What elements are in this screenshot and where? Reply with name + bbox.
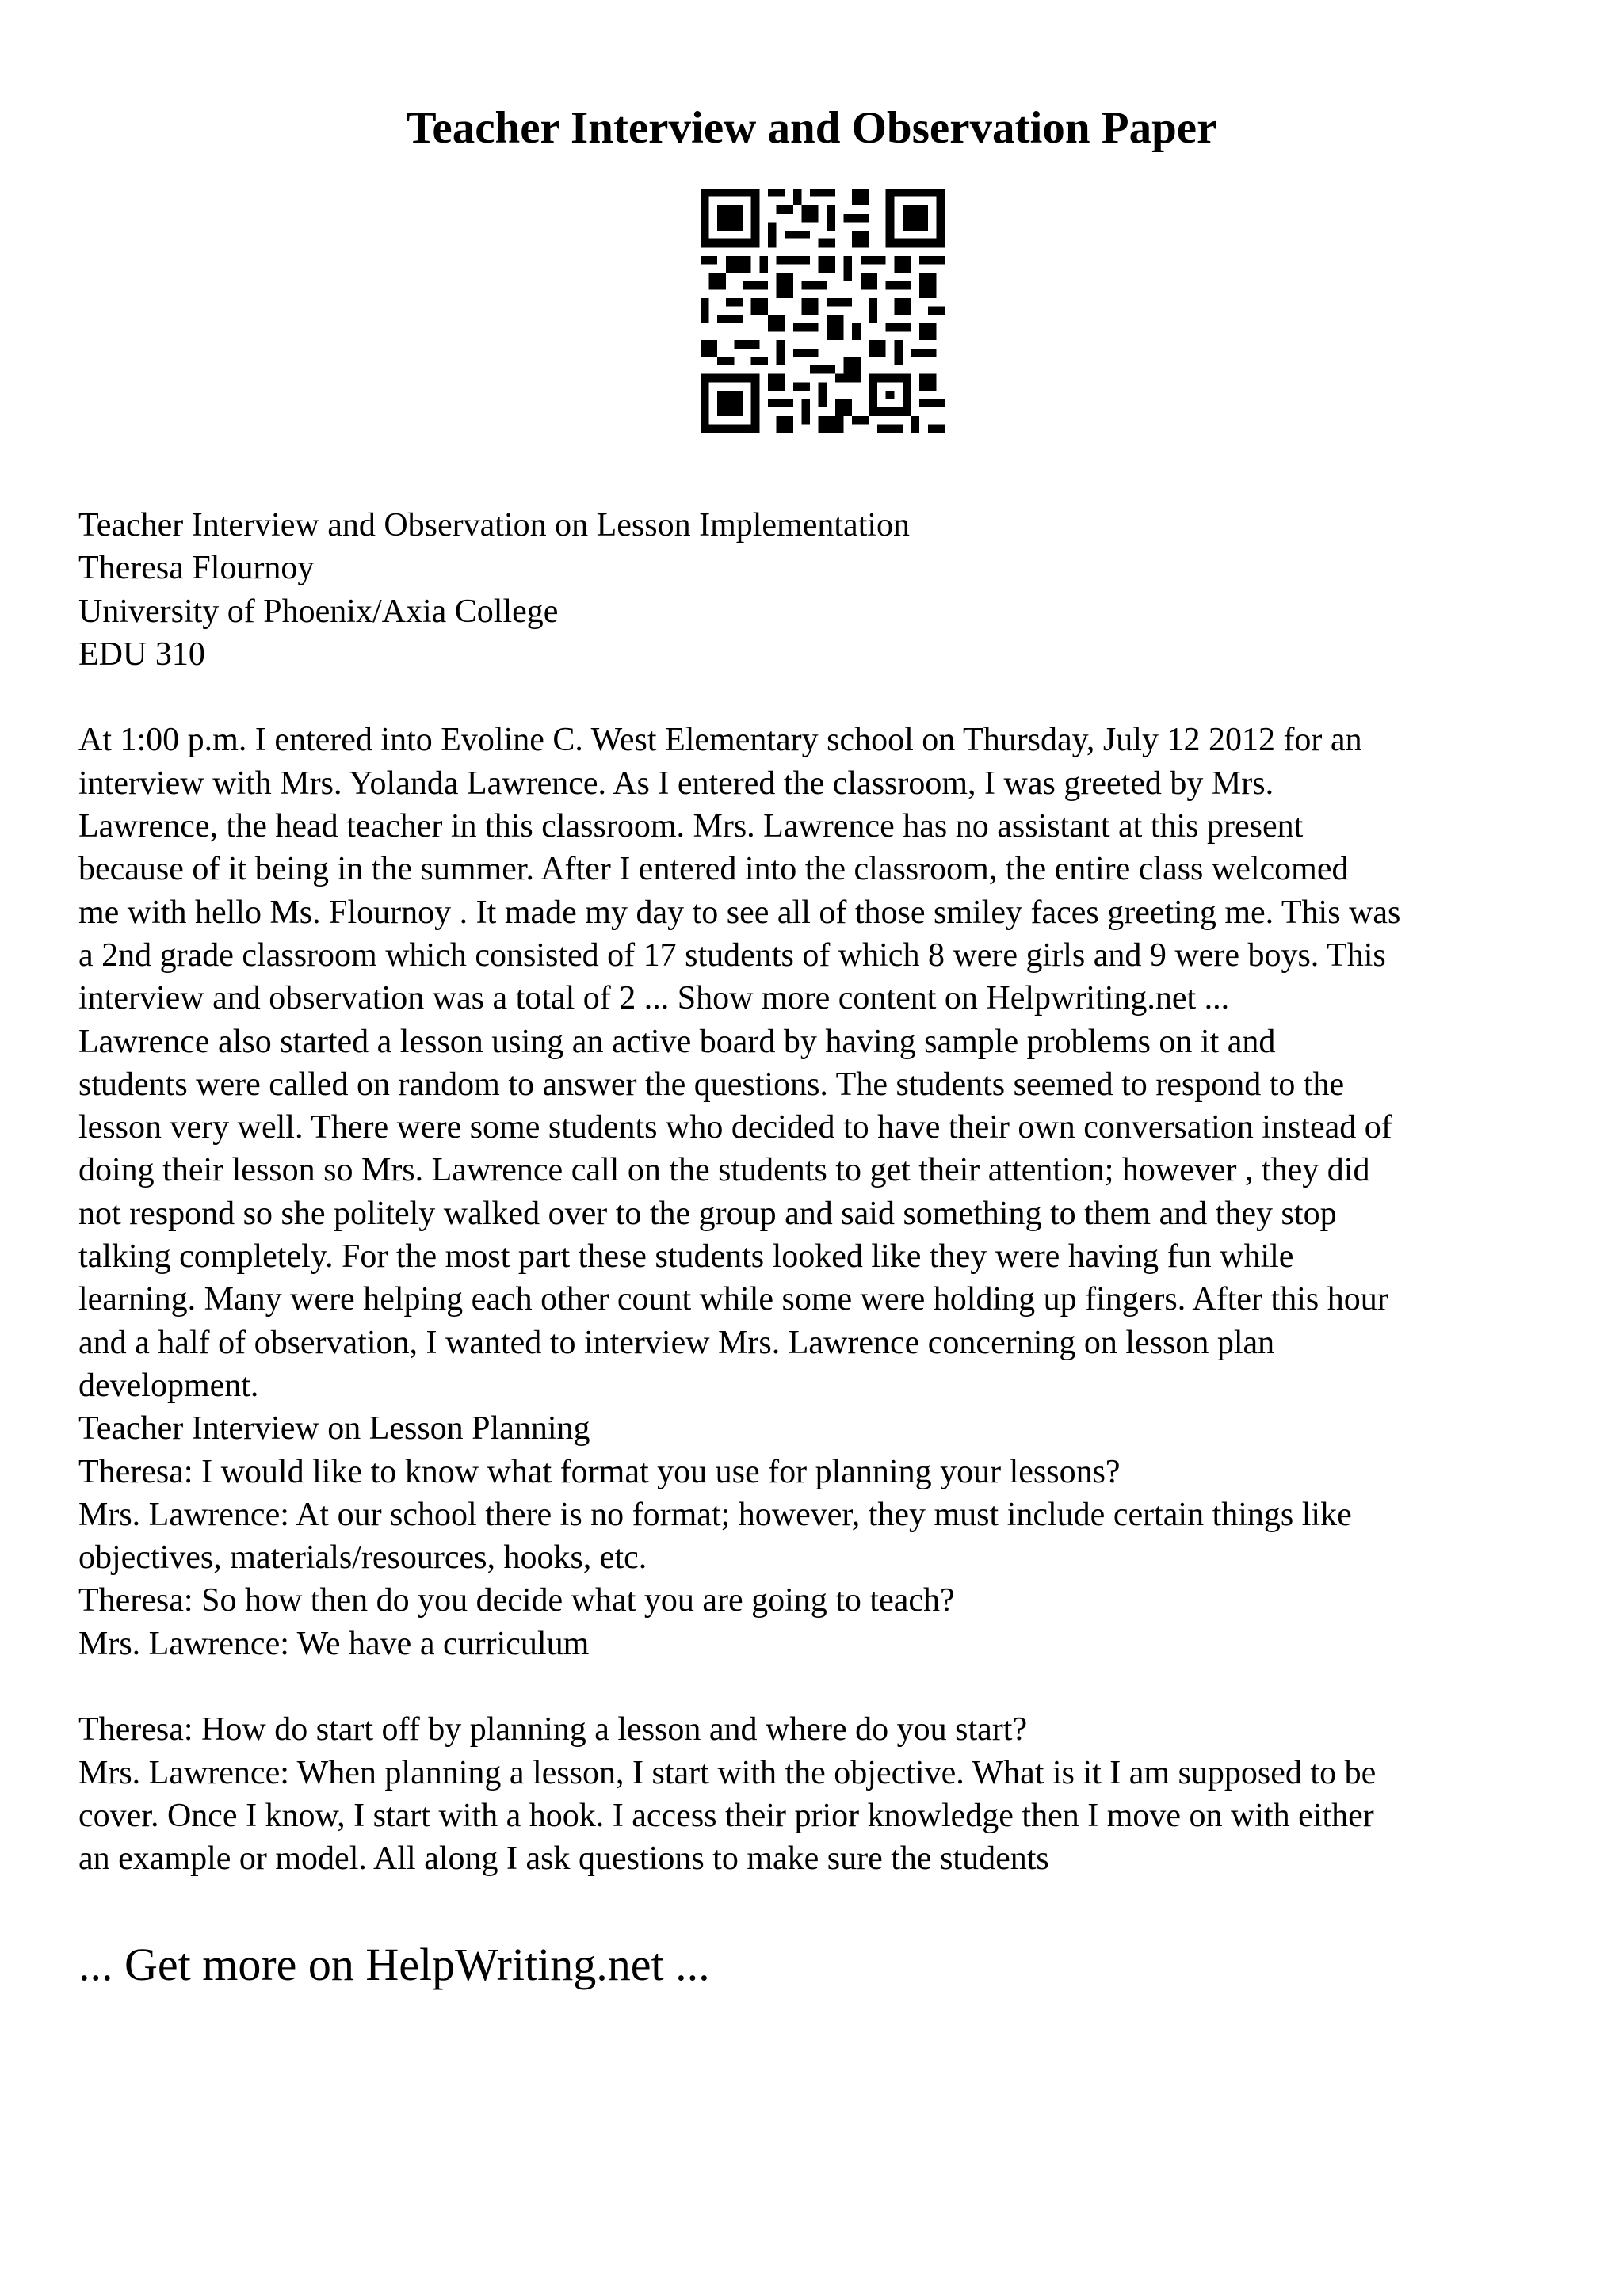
text-line: not respond so she politely walked over to the group and said something to them and they stop [78,1195,1337,1232]
interview-answer: an example or model. All along I ask questions to make sure the students [78,1840,1049,1878]
text-line: At 1:00 p.m. I entered into Evoline C. West Elementary school on Thursday, July 12 2012 for an [78,722,1362,759]
text-line: students were called on random to answer the questions. The students seemed to respond to the [78,1066,1345,1103]
interview-question: Theresa: So how then do you decide what you are going to teach? [78,1582,955,1619]
text-line: Lawrence also started a lesson using an active board by having sample problems on it and [78,1023,1276,1060]
section-heading: Teacher Interview on Lesson Planning [78,1410,590,1447]
text-line: interview and observation was a total of 2 ... Show more content on Helpwriting.net ... [78,980,1230,1017]
text-line: lesson very well. There were some students who decided to have their own conversation instead of [78,1109,1392,1146]
interview-question: Theresa: How do start off by planning a lesson and where do you start? [78,1711,1028,1749]
paragraph-spacer [78,676,1568,719]
author-name: Theresa Flournoy [78,550,315,587]
text-line: a 2nd grade classroom which consisted of 17 students of which 8 were girls and 9 were boys. This [78,936,1386,974]
text-line: because of it being in the summer. After I entered into the classroom, the entire class welcomed [78,851,1349,888]
interview-answer: Mrs. Lawrence: At our school there is no format; however, they must include certain things like [78,1496,1352,1533]
text-line: talking completely. For the most part these students looked like they were having fun while [78,1238,1294,1276]
text-line: and a half of observation, I wanted to interview Mrs. Lawrence concerning on lesson plan [78,1324,1275,1361]
interview-answer: Mrs. Lawrence: We have a curriculum [78,1625,590,1662]
interview-answer: Mrs. Lawrence: When planning a lesson, I start with the objective. What is it I am supposed to be [78,1754,1377,1791]
document-title: Teacher Interview and Observation Paper [406,103,1217,153]
course-code: EDU 310 [78,635,205,673]
text-line: interview with Mrs. Yolanda Lawrence. As I entered the classroom, I was greeted by Mrs. [78,765,1274,802]
text-line: learning. Many were helping each other count while some were holding up fingers. After this hour [78,1281,1388,1318]
body-paragraph-2 [78,1708,1568,1880]
qr-code-icon [701,189,945,433]
get-more-link[interactable]: ... Get more on HelpWriting.net ... [78,1939,710,1990]
interview-answer: cover. Once I know, I start with a hook. I access their prior knowledge then I move on with either [78,1797,1374,1834]
header-block [78,504,1568,676]
document-body [78,504,1568,1881]
text-line: development. [78,1367,259,1404]
paragraph-spacer [78,1665,1568,1708]
text-line: doing their lesson so Mrs. Lawrence call on the students to get their attention; however , they did [78,1152,1370,1189]
institution-name: University of Phoenix/Axia College [78,593,559,630]
interview-answer: objectives, materials/resources, hooks, etc. [78,1539,647,1577]
text-line: me with hello Ms. Flournoy . It made my day to see all of those smiley faces greeting me. This was [78,894,1401,931]
body-paragraph-1 [78,719,1568,1665]
text-line: Lawrence, the head teacher in this classroom. Mrs. Lawrence has no assistant at this present [78,808,1304,845]
interview-question: Theresa: I would like to know what format you use for planning your lessons? [78,1453,1121,1490]
paper-subtitle: Teacher Interview and Observation on Lesson Implementation [78,507,911,543]
